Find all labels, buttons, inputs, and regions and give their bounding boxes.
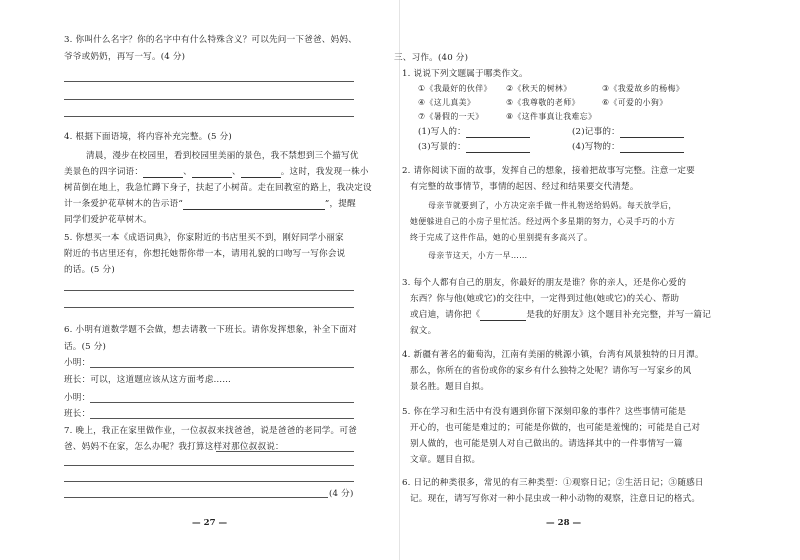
category-events — [572, 126, 684, 138]
dialogue-banzhang-1: 班长：可以，这道题应该从这方面考虑…… — [64, 375, 232, 385]
essay-title-option: ③《我爱故乡的杨梅》 — [602, 84, 685, 93]
separator: 、 — [231, 167, 241, 177]
q4-line-3-start: 美景色的四字词语： — [64, 167, 144, 177]
e4-line-2: 那么，你所在的省份或你的家乡有什么独特之处呢？请你写一写家乡的风 — [410, 366, 692, 376]
category-scenery-label: (3)写景的： — [418, 142, 466, 152]
essay-title-option: ②《秋天的树林》 — [506, 84, 572, 93]
q4-line-3-end: 。这时，我发现一株小 — [280, 167, 369, 177]
q4-line-5-start: 计一条爱护花草树木的告示语“ — [64, 199, 183, 209]
blank-idiom-1[interactable] — [143, 168, 183, 178]
essay-title-option: ④《这儿真美》 — [418, 98, 476, 107]
q7-score: (4 分) — [329, 489, 354, 499]
blank-category-people[interactable] — [466, 128, 530, 138]
answer-line[interactable] — [64, 497, 328, 498]
answer-line[interactable] — [64, 81, 354, 82]
category-events-label: (2)记事的： — [572, 127, 620, 137]
q5-line-3: 的话。(5 分) — [64, 265, 115, 275]
blank-category-events[interactable] — [620, 128, 684, 138]
dialogue-answer-line[interactable] — [90, 367, 354, 368]
blank-idiom-3[interactable] — [241, 168, 281, 178]
separator: 、 — [183, 167, 192, 177]
e2-line-1: 2. 请你阅读下面的故事，发挥自己的想象，接着把故事写完整。注意一定要 — [402, 166, 695, 176]
essay-title-option: ⑦《暑假的一天》 — [418, 112, 484, 121]
dialogue-banzhang-2-label: 班长： — [64, 409, 91, 419]
blank-category-objects[interactable] — [620, 143, 684, 153]
e2-line-2: 有完整的故事情节，事情的起因、经过和结果要交代清楚。 — [410, 182, 639, 192]
dialogue-xiaoming-2-label: 小明： — [64, 393, 91, 403]
e5-line-3: 别人做的，也可能是别人对自己做出的。请选择其中的一件事情写一篇 — [410, 439, 683, 449]
answer-line[interactable] — [216, 451, 354, 452]
e3-line-1: 3. 每个人都有自己的朋友，你最好的朋友是谁？你的亲人，还是你心爱的 — [402, 278, 687, 288]
answer-line[interactable] — [64, 307, 354, 308]
blank-category-scenery[interactable] — [466, 143, 530, 153]
q4-line-5 — [64, 198, 356, 210]
answer-line[interactable] — [64, 481, 354, 482]
story-line-3: 终于完成了这件作品，她的心里别提有多高兴了。 — [410, 233, 593, 242]
story-line-2: 她便躲进自己的小房子里忙活。经过两个多星期的努力，心灵手巧的小方 — [410, 217, 676, 226]
e5-line-1: 5. 你在学习和生活中有没有遇到你留下深刻印象的事件？这些事情可能是 — [402, 407, 687, 417]
q4-line-1: 4. 根据下面语境，将内容补充完整。(5 分) — [64, 132, 232, 142]
q6-line-2: 话。(5 分) — [64, 342, 107, 352]
answer-line[interactable] — [64, 99, 354, 100]
section-title: 三、习作。(40 分) — [394, 53, 469, 63]
q7-line-2: 爸、妈妈不在家，怎么办呢？我打算这样对那位叔叔说： — [64, 442, 284, 452]
essay-title-option: ⑧《这件事真让我难忘》 — [506, 112, 597, 121]
answer-line[interactable] — [64, 465, 354, 466]
blank-friend-name[interactable] — [480, 311, 526, 321]
e1-title: 1. 说说下列文题属于哪类作文。 — [402, 69, 528, 79]
q6-line-1: 6. 小明有道数学题不会做，想去请教一下班长。请你发挥想象，补全下面对 — [64, 325, 357, 335]
answer-line[interactable] — [64, 116, 354, 117]
page-number-right: — 28 — — [546, 518, 582, 528]
e5-line-2: 开心的，也可能是难过的；可能是你做的，也可能是羞愧的；可能是自己对 — [410, 423, 701, 433]
q3-line-1: 3. 你叫什么名字？你的名字中有什么特殊含义？可以先问一下爸爸、妈妈、 — [64, 35, 357, 45]
q4-line-6: 同学们爱护花草树木。 — [64, 215, 152, 225]
category-objects — [572, 141, 684, 153]
story-line-4: 母亲节这天，小方一早…… — [428, 251, 528, 260]
e4-line-3: 景名胜。题目自拟。 — [410, 382, 490, 392]
q3-line-2: 爷爷或奶奶，再写一写。(4 分) — [64, 52, 186, 62]
category-objects-label: (4)写物的： — [572, 142, 620, 152]
right-page — [394, 0, 800, 560]
essay-title-option: ①《我最好的伙伴》 — [418, 84, 492, 93]
q4-line-3 — [64, 166, 369, 178]
category-people — [418, 126, 530, 138]
e6-line-2: 记。现在，请写写你对一种小昆虫或一种小动物的观察，注意日记的格式。 — [410, 494, 701, 504]
blank-idiom-2[interactable] — [192, 168, 232, 178]
q5-line-2: 附近的书店里还有，你想托她帮你带一本，请用礼貌的口吻写一写你会说 — [64, 249, 346, 259]
e3-line-3-start: 或启迪，请你把《 — [410, 310, 481, 320]
q4-line-4: 树苗倒在地上，我急忙蹲下身子，扶起了小树苗。走在回教室的路上，我决定设 — [64, 183, 372, 193]
q5-line-1: 5. 你想买一本《成语词典》，你家附近的书店里买不到，刚好同学小丽家 — [64, 233, 344, 243]
q4-line-2: 清晨，漫步在校园里，看到校园里美丽的景色，我不禁想到三个描写优 — [86, 151, 359, 161]
q4-line-5-end: ”，提醒 — [324, 199, 356, 209]
story-line-1: 母亲节就要到了，小方决定亲手做一件礼物送给妈妈。每天放学后， — [428, 201, 677, 210]
q7-line-1: 7. 晚上，我正在家里做作业，一位叔叔来找爸爸，说是爸爸的老同学。可爸 — [64, 426, 357, 436]
blank-notice-slogan[interactable] — [183, 200, 325, 210]
e4-line-1: 4. 新疆有著名的葡萄沟，江南有美丽的桃源小镇，台湾有风景独特的日月潭。 — [402, 350, 704, 360]
answer-line[interactable] — [64, 290, 354, 291]
dialogue-xiaoming-1-label: 小明： — [64, 358, 91, 368]
dialogue-answer-line[interactable] — [90, 402, 354, 403]
e3-line-4: 叙文。 — [410, 326, 437, 336]
essay-title-option: ⑥《可爱的小狗》 — [602, 98, 668, 107]
essay-title-option: ⑤《我尊敬的老师》 — [506, 98, 580, 107]
e3-line-3-end: 是我的好朋友》这个题目补充完整，并写一篇记 — [526, 310, 712, 320]
category-people-label: (1)写人的： — [418, 127, 466, 137]
category-scenery — [418, 141, 530, 153]
page-number-left: — 27 — — [192, 518, 228, 528]
dialogue-answer-line[interactable] — [90, 418, 354, 419]
e3-line-2: 东西？你与他(她或它)的交往中，一定得到过他(她或它)的关心、帮助 — [410, 294, 680, 304]
e3-line-3 — [410, 309, 711, 321]
e6-line-1: 6. 日记的种类很多，常见的有三种类型：①观察日记；②生活日记；③随感日 — [402, 478, 704, 488]
e5-line-4: 文章。题目自拟。 — [410, 455, 481, 465]
